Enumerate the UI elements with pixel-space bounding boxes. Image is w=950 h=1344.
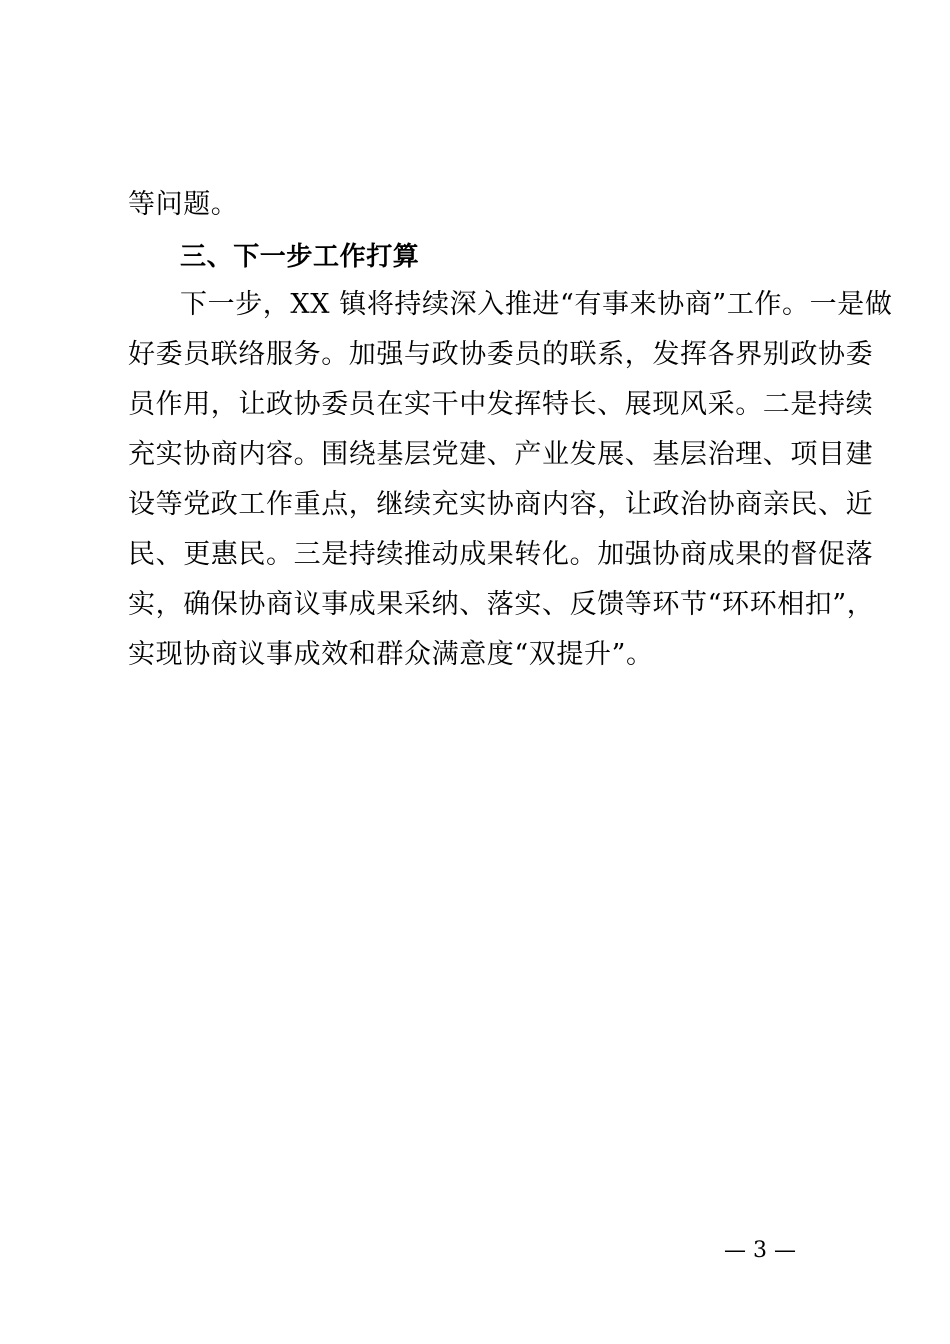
page-number: — 3 — xyxy=(724,1238,796,1263)
paragraph-line: 下一步，XX 镇将持续深入推进“有事来协商”工作。一是做 xyxy=(180,289,893,320)
paragraph-line: 实现协商议事成效和群众满意度“双提升”。 xyxy=(128,639,654,670)
paragraph-line: 员作用，让政协委员在实干中发挥特长、展现风采。二是持续 xyxy=(128,389,874,420)
paragraph-line: 设等党政工作重点，继续充实协商内容，让政治协商亲民、近 xyxy=(128,489,874,520)
paragraph-line: 民、更惠民。三是持续推动成果转化。加强协商成果的督促落 xyxy=(128,539,874,570)
section-heading: 三、下一步工作打算 xyxy=(180,242,420,272)
paragraph-line: 好委员联络服务。加强与政协委员的联系，发挥各界别政协委 xyxy=(128,339,874,370)
paragraph-line: 充实协商内容。围绕基层党建、产业发展、基层治理、项目建 xyxy=(128,439,874,470)
paragraph-line: 实，确保协商议事成果采纳、落实、反馈等环节“环环相扣”， xyxy=(128,589,875,620)
carryover-line: 等问题。 xyxy=(128,189,239,220)
